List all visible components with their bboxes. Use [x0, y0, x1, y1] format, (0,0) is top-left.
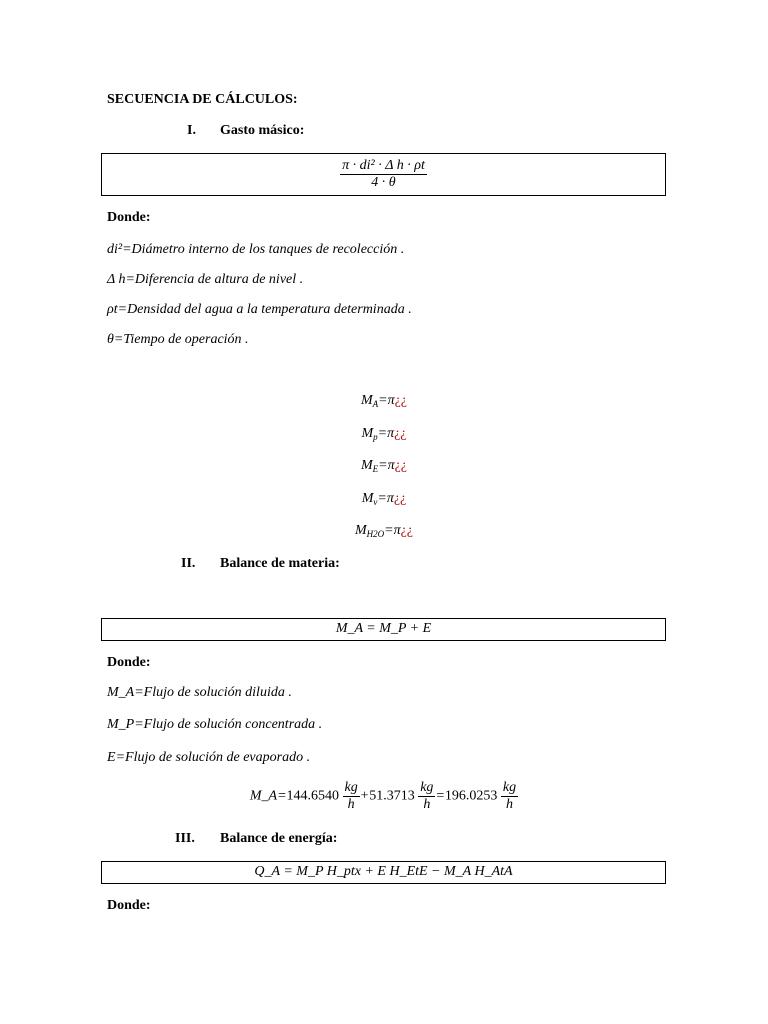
- unit-numerator: kg: [502, 780, 517, 795]
- definition-rho: ρt=Densidad del agua a la temperatura determinada .: [107, 302, 412, 317]
- eq-symbol: M: [360, 393, 373, 408]
- formula-energy-balance: Q_A = M_P H_ptx + E H_EtE − M_A H_AtA: [254, 864, 513, 879]
- section-2-number: II.: [181, 556, 196, 571]
- definition-symbol: ρt: [107, 302, 118, 317]
- material-balance-calculation: M_A=144.6540 $\frac{kg}{h}$ +51.3713 $\frac{kg}{h}$ =196.0253 $\frac{kg}{h}$: [249, 780, 517, 812]
- definition-text: Flujo de solución diluida .: [143, 685, 292, 700]
- equation-ma: $M_A=\pi¿¿$: [360, 393, 408, 409]
- definition-ma: M_A=Flujo de solución diluida .: [107, 685, 292, 700]
- definition-text: Densidad del agua a la temperatura determinada .: [127, 302, 412, 317]
- calc-result: 196.0253: [444, 788, 498, 804]
- eq-rhs: π: [386, 491, 394, 506]
- unit-fraction: [501, 780, 518, 813]
- definition-symbol: M_P: [107, 717, 135, 732]
- eq-subscript: p: [373, 432, 378, 442]
- fraction-numerator: π · di² · Δ h · ρt: [342, 158, 425, 173]
- equation-mv: $M_v=\pi¿¿$: [361, 491, 407, 507]
- definition-symbol: di²: [107, 242, 123, 257]
- equation-mp: $M_p=\pi¿¿$: [361, 426, 407, 442]
- eq-subscript: E: [372, 464, 379, 474]
- eq-missing-glyphs: ¿¿: [393, 491, 407, 506]
- eq-missing-glyphs: ¿¿: [394, 426, 407, 441]
- definition-symbol: E: [107, 750, 116, 765]
- eq-symbol: M: [361, 426, 374, 441]
- section-3-number: III.: [175, 831, 195, 846]
- unit-fraction: [343, 780, 360, 813]
- definition-delta-h: Δ h=Diferencia de altura de nivel .: [107, 272, 304, 287]
- eq-subscript: v: [373, 497, 378, 507]
- eq-missing-glyphs: ¿¿: [394, 393, 408, 408]
- eq-symbol: M: [361, 491, 374, 506]
- eq-rhs: π: [387, 393, 395, 408]
- eq-rhs: π: [387, 458, 395, 473]
- unit-denominator: h: [423, 797, 431, 812]
- fraction-denominator: 4 · θ: [371, 175, 396, 190]
- calc-value-2: 51.3713: [369, 788, 415, 804]
- definition-di: di²=Diámetro interno de los tanques de recolección .: [107, 242, 405, 257]
- definition-symbol: Δ h: [107, 272, 126, 287]
- formula-box-mass-flow: [101, 153, 666, 196]
- eq-subscript: H2O: [366, 529, 385, 539]
- calc-value-1: 144.6540: [286, 788, 340, 804]
- definition-theta: θ=Tiempo de operación .: [107, 332, 249, 347]
- section-3-title: Balance de energía:: [220, 831, 338, 846]
- eq-missing-glyphs: ¿¿: [400, 523, 414, 538]
- eq-rhs: π: [387, 426, 395, 441]
- section-1-title: Gasto másico:: [220, 123, 305, 138]
- definition-symbol: θ: [107, 332, 114, 347]
- formula-box-energy-balance: [101, 861, 666, 884]
- eq-symbol: M: [360, 458, 373, 473]
- eq-subscript: A: [372, 399, 379, 409]
- section-1-number: I.: [187, 123, 196, 138]
- unit-denominator: h: [506, 797, 513, 812]
- calc-lhs: M_A: [249, 788, 278, 804]
- donde-label-3: Donde:: [107, 898, 151, 913]
- formula-box-material-balance: [101, 618, 666, 641]
- section-2-title: Balance de materia:: [220, 556, 340, 571]
- equation-me: $M_E=\pi¿¿$: [360, 458, 408, 474]
- unit-denominator: h: [347, 797, 355, 812]
- equation-mh2o: $M_{H2O}=\pi¿¿$: [354, 523, 414, 539]
- definition-e: E=Flujo de solución de evaporado .: [107, 750, 311, 765]
- unit-numerator: kg: [420, 780, 434, 795]
- eq-symbol: M: [354, 523, 367, 538]
- definition-mp: M_P=Flujo de solución concentrada .: [107, 717, 323, 732]
- eq-rhs: π: [393, 523, 401, 538]
- formula-material-balance: M_A = M_P + E: [335, 621, 432, 636]
- donde-label-2: Donde:: [107, 655, 151, 670]
- unit-numerator: kg: [344, 780, 358, 795]
- mass-flow-fraction: [340, 158, 427, 191]
- definition-text: Flujo de solución de evaporado .: [125, 750, 311, 765]
- definition-text: Diámetro interno de los tanques de recolección .: [131, 242, 405, 257]
- page-heading: SECUENCIA DE CÁLCULOS:: [107, 92, 298, 107]
- unit-fraction: [418, 780, 435, 813]
- donde-label-1: Donde:: [107, 210, 151, 225]
- eq-missing-glyphs: ¿¿: [394, 458, 408, 473]
- definition-text: Flujo de solución concentrada .: [143, 717, 323, 732]
- definition-symbol: M_A: [107, 685, 135, 700]
- definition-text: Tiempo de operación .: [123, 332, 249, 347]
- definition-text: Diferencia de altura de nivel .: [134, 272, 304, 287]
